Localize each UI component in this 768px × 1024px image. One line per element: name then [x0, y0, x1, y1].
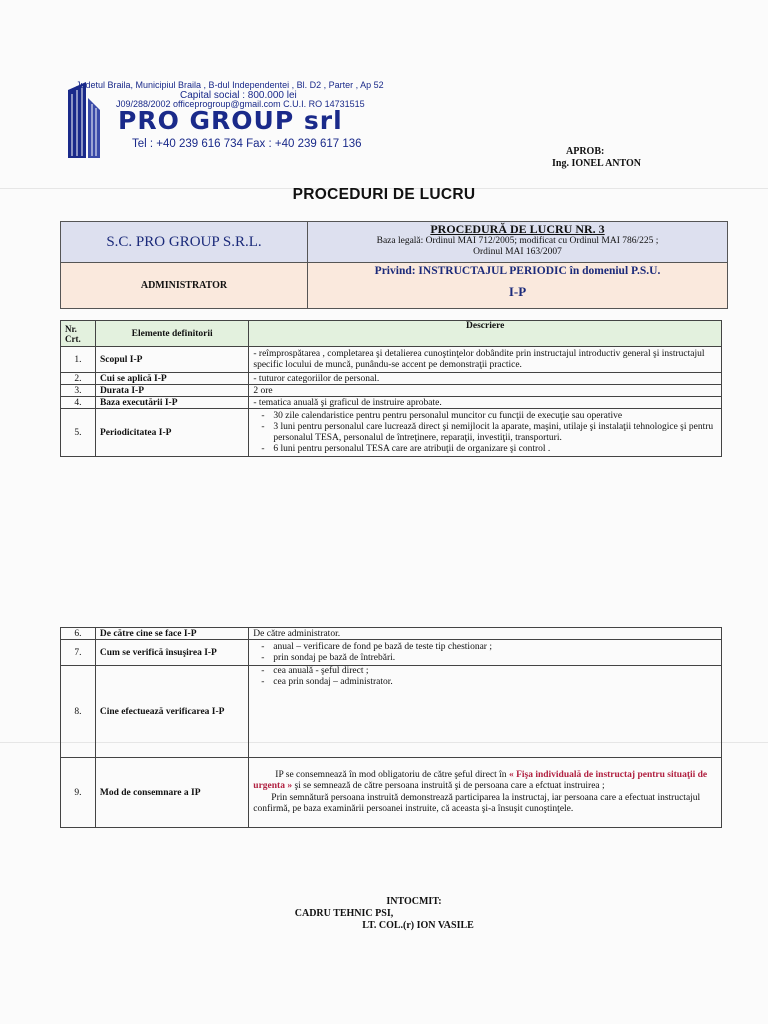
- row-description: [249, 666, 722, 758]
- list-item: - 6 luni pentru personalul TESA care are atribuţii de organizare şi control .: [273, 444, 717, 455]
- row-description: - reîmprospătarea , completarea şi detalierea cunoştinţelor dobândite prin instructajul introductiv general şi instructajul specific locului de muncă, punându-se accent pe demonstraţii practice.: [249, 347, 722, 373]
- table-row: [61, 758, 722, 828]
- row-description: De către administrator.: [249, 628, 722, 640]
- approval-label: APROB:: [566, 146, 605, 157]
- list-item: - cea anuală - şeful direct ;: [273, 666, 717, 677]
- row-description: 2 ore: [249, 385, 722, 397]
- header-nr: Nr. Crt.: [61, 321, 96, 347]
- row-element: Durata I-P: [95, 385, 248, 397]
- row-element: Cum se verifică însuşirea I-P: [95, 640, 248, 666]
- company-name: S.C. PRO GROUP S.R.L.: [61, 222, 308, 263]
- procedure-title: PROCEDURĂ DE LUCRU NR. 3: [430, 222, 605, 236]
- table-row: [61, 628, 722, 640]
- row-element: De către cine se face I-P: [95, 628, 248, 640]
- capital-line: Capital social : 800.000 lei: [180, 90, 297, 101]
- approval-block: [552, 146, 641, 170]
- row-nr: 9.: [61, 758, 96, 828]
- row-element: Cui se aplică I-P: [95, 373, 248, 385]
- row-element: Cine efectuează verificarea I-P: [95, 666, 248, 758]
- procedure-code: I-P: [508, 284, 527, 299]
- consemnare-text-a: IP se consemnează în mod obligatoriu de către şeful direct în: [275, 769, 509, 780]
- list-item: - cea prin sondaj – administrator.: [273, 677, 717, 688]
- table-row: [61, 385, 722, 397]
- prepared-role: CADRU TEHNIC PSI,: [294, 908, 394, 919]
- brand-name: PRO GROUP srl: [118, 106, 343, 135]
- header-elements: Elemente definitorii: [95, 321, 248, 347]
- list-item: - 3 luni pentru personalul care lucrează direct şi nemijlocit la aparate, maşini, utilaje şi instalaţii tehnologice şi pentru personalul TESA, personalul de întreţinere, reparaţii, investiţii, transporturi.: [273, 422, 717, 444]
- fisa-title: « Fişa individuală de instructaj pentru situaţii de urgenta »: [253, 769, 708, 791]
- approval-name: Ing. IONEL ANTON: [552, 158, 642, 169]
- table-row: [61, 397, 722, 409]
- row-nr: 1.: [61, 347, 96, 373]
- procedure-header-box: [60, 221, 728, 309]
- subject-cell: [308, 263, 727, 308]
- table-row: [61, 373, 722, 385]
- row-nr: 7.: [61, 640, 96, 666]
- row-element: Baza executării I-P: [95, 397, 248, 409]
- row-description: - tuturor categoriilor de personal.: [249, 373, 722, 385]
- signature-paragraph: Prin semnătură persoana instruită demonstrează participarea la instructaj, iar persoana care a efectuat instructajul confirmă, pe baza examinării persoanei instruite, că aceasta şi-a însuşit cunoştinţele.: [253, 792, 701, 814]
- subject-text: Privind: INSTRUCTAJUL PERIODIC în domeniul P.S.U.: [374, 265, 661, 277]
- row-nr: 5.: [61, 409, 96, 457]
- table-row: [61, 347, 722, 373]
- row-element: Mod de consemnare a IP: [95, 758, 248, 828]
- legal-basis: Baza legală: Ordinul MAI 712/2005; modificat cu Ordinul MAI 786/225 ;: [376, 236, 659, 246]
- prepared-label: INTOCMIT:: [386, 896, 442, 907]
- prepared-name: LT. COL.(r) ION VASILE: [362, 920, 474, 931]
- registry-line: J09/288/2002 officeprogroup@gmail.com C.U.I. RO 14731515: [116, 99, 365, 109]
- table-row: [61, 666, 722, 758]
- consemnare-text-b: şi se semnează de către persoana instruită şi de persoana care a efctuat instruirea ;: [292, 781, 605, 791]
- address-line: Judetul Braila, Municipiul Braila , B-dul Independentei , Bl. D2 , Parter , Ap 52: [76, 80, 384, 90]
- row-description: [249, 409, 722, 457]
- page-title: PROCEDURI DE LUCRU: [292, 186, 476, 203]
- row-nr: 8.: [61, 666, 96, 758]
- consemnare-paragraph: [253, 770, 717, 793]
- role-label: ADMINISTRATOR: [61, 263, 308, 308]
- row-description: [249, 640, 722, 666]
- row-nr: 3.: [61, 385, 96, 397]
- table-row: [61, 640, 722, 666]
- table-header-row: [61, 321, 722, 347]
- procedure-info: [308, 222, 727, 263]
- row-description: [249, 758, 722, 828]
- procedure-table-1: [60, 320, 722, 457]
- table-row: [61, 409, 722, 457]
- list-item: - 30 zile calendaristice pentru pentru personalul muncitor cu funcţii de execuţie sau operative: [273, 411, 717, 422]
- legal-basis-2: Ordinul MAI 163/2007: [473, 247, 562, 257]
- row-nr: 4.: [61, 397, 96, 409]
- row-element: Scopul I-P: [95, 347, 248, 373]
- row-nr: 2.: [61, 373, 96, 385]
- prepared-by-block: [0, 896, 768, 932]
- list-item: - anual – verificare de fond pe bază de teste tip chestionar ;: [273, 642, 717, 653]
- row-element: Periodicitatea I-P: [95, 409, 248, 457]
- header-description: Descriere: [249, 321, 722, 347]
- list-item: - prin sondaj pe bază de întrebări.: [273, 653, 717, 664]
- row-description: - tematica anuală şi graficul de instruire aprobate.: [249, 397, 722, 409]
- building-logo-icon: [66, 80, 116, 160]
- contact-line: Tel : +40 239 616 734 Fax : +40 239 617 136: [132, 138, 362, 150]
- procedure-table-2: [60, 627, 722, 828]
- row-nr: 6.: [61, 628, 96, 640]
- letterhead: [66, 80, 446, 160]
